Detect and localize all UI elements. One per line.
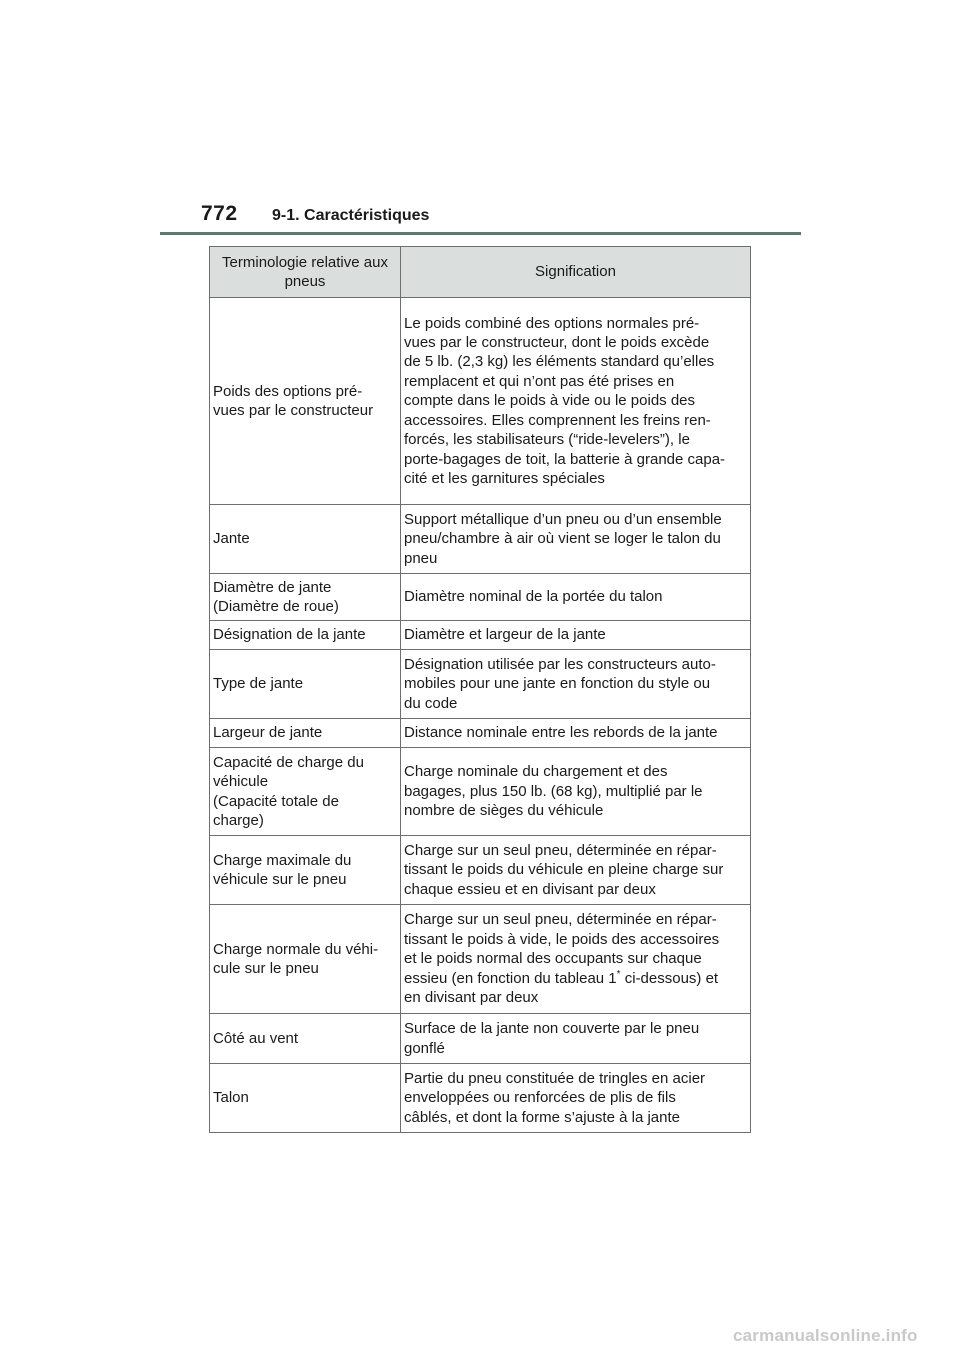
meaning-cell: Désignation utilisée par les constructeurs auto- mobiles pour une jante en fonction du style ou du code — [401, 650, 751, 719]
term-cell: Poids des options pré- vues par le constructeur — [210, 298, 401, 505]
header-divider — [160, 232, 801, 235]
section-title: 9-1. Caractéristiques — [272, 207, 430, 224]
meaning-cell: Charge sur un seul pneu, déterminée en répar- tissant le poids du véhicule en pleine charge sur chaque essieu et en divisant par deux — [401, 836, 751, 905]
meaning-cell: Diamètre nominal de la portée du talon — [401, 574, 751, 621]
table-row — [210, 836, 751, 905]
tire-terminology-table — [209, 246, 751, 1133]
term-cell: Désignation de la jante — [210, 621, 401, 650]
term-cell: Diamètre de jante (Diamètre de roue) — [210, 574, 401, 621]
table-row — [210, 621, 751, 650]
term-cell: Largeur de jante — [210, 719, 401, 748]
meaning-text: Charge sur un seul pneu, déterminée en répar- tissant le poids à vide, le poids des accessoires et le poids normal des occupants sur chaque essieu (en fonction du tableau 1 — [404, 911, 720, 987]
table-row — [210, 650, 751, 719]
term-cell: Côté au vent — [210, 1014, 401, 1064]
meaning-cell: Distance nominale entre les rebords de la jante — [401, 719, 751, 748]
column-header-meaning: Signification — [401, 247, 751, 298]
table-header-row — [210, 247, 751, 298]
column-header-term: Terminologie relative aux pneus — [210, 247, 401, 298]
term-cell: Charge maximale du véhicule sur le pneu — [210, 836, 401, 905]
footnote-marker: * — [616, 968, 621, 980]
term-cell: Jante — [210, 505, 401, 574]
table-row — [210, 1064, 751, 1133]
meaning-text: ci-dessous) et en divisant par deux — [404, 969, 719, 1007]
table-row — [210, 505, 751, 574]
meaning-cell: Support métallique d’un pneu ou d’un ensemble pneu/chambre à air où vient se loger le talon du pneu — [401, 505, 751, 574]
meaning-cell: Diamètre et largeur de la jante — [401, 621, 751, 650]
meaning-cell: Charge nominale du chargement et des bagages, plus 150 lb. (68 kg), multiplié par le nombre de sièges du véhicule — [401, 748, 751, 836]
page-number: 772 — [201, 202, 238, 225]
meaning-cell: Partie du pneu constituée de tringles en acier enveloppées ou renforcées de plis de fils câblés, et dont la forme s’ajuste à la jante — [401, 1064, 751, 1133]
page-header — [0, 0, 960, 240]
table-row — [210, 748, 751, 836]
table-row — [210, 905, 751, 1014]
meaning-cell — [401, 905, 751, 1014]
term-cell: Type de jante — [210, 650, 401, 719]
table-row — [210, 298, 751, 505]
table-row — [210, 1014, 751, 1064]
meaning-cell: Le poids combiné des options normales pré- vues par le constructeur, dont le poids excède de 5 lb. (2,3 kg) les éléments standard qu’elles remplacent et qui n’ont pas été prises en compte dans le poids à vide ou le poids des accessoires. Elles comprennent les freins ren- forcés, les stabilisateurs (“ride-levelers”), le porte-bagages de toit, la batterie à grande capa- cité et les garnitures spéciales — [401, 298, 751, 505]
meaning-cell: Surface de la jante non couverte par le pneu gonflé — [401, 1014, 751, 1064]
term-cell: Capacité de charge du véhicule (Capacité totale de charge) — [210, 748, 401, 836]
table-row — [210, 719, 751, 748]
watermark-url: carmanualsonline.info — [733, 1326, 918, 1345]
term-cell: Charge normale du véhi- cule sur le pneu — [210, 905, 401, 1014]
term-cell: Talon — [210, 1064, 401, 1133]
table-row — [210, 574, 751, 621]
